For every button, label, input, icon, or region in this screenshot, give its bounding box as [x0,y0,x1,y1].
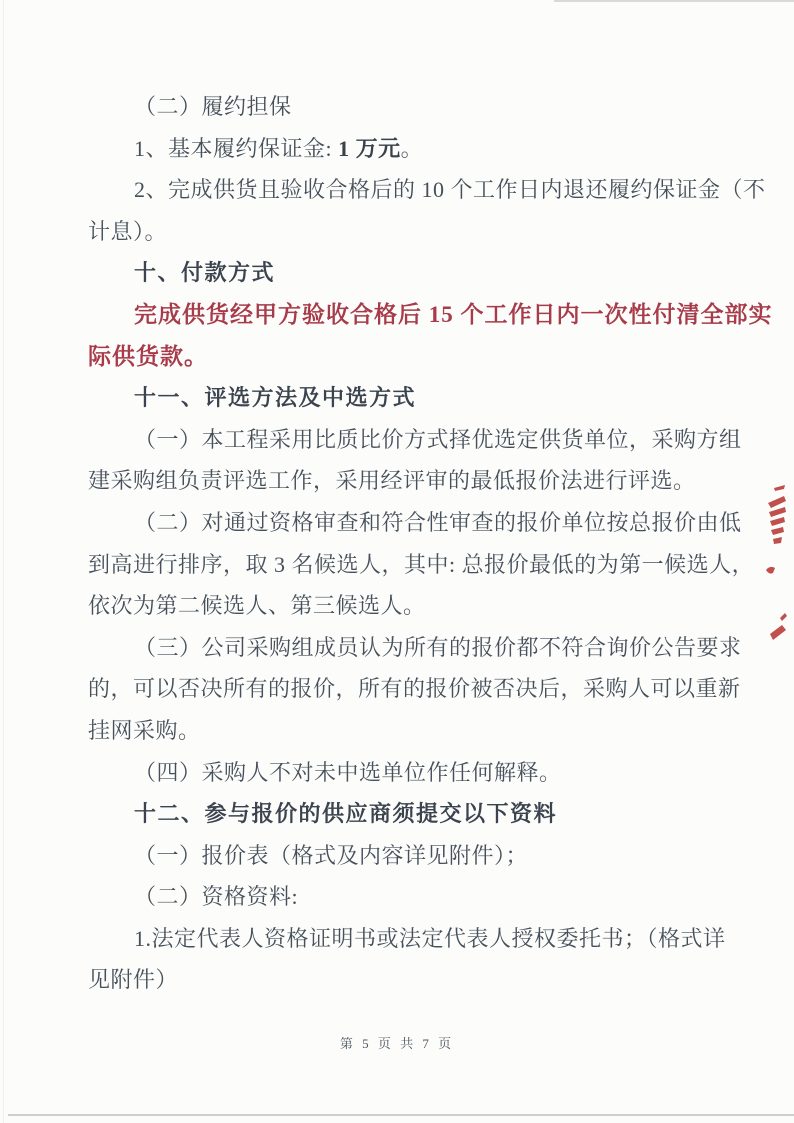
text-line [88,169,766,211]
text-line [88,294,773,336]
text-line [88,752,748,794]
text-segment: （一）本工程采用比质比价方式择优选定供货单位，采购方组 [134,426,742,452]
text-line [88,585,748,627]
text-line [88,544,755,586]
text-line [88,128,748,170]
document-body [88,86,773,1001]
text-segment: 2、完成供货且验收合格后的 10 个工作日内退还履约保证金（不 [134,177,766,203]
text-line [88,211,748,253]
text-segment: 。 [400,135,424,161]
text-line [88,835,748,877]
text-line [88,377,748,419]
text-line [88,793,748,835]
text-segment: 建采购组负责评选工作，采用经评审的最低报价法进行评选。 [88,468,696,494]
text-line [88,959,748,1001]
text-line [88,668,748,710]
text-line [88,419,748,461]
text-segment: （四）采购人不对未中选单位作任何解释。 [134,759,562,785]
text-segment: 十一、评选方法及中选方式 [134,385,417,411]
text-line [88,502,748,544]
text-segment: 际供货款。 [88,343,208,369]
text-segment: （二）履约担保 [134,94,292,119]
text-segment: 十、付款方式 [134,260,276,286]
text-segment: 完成供货经甲方验收合格后 15 个工作日内一次性付清全部实 [134,301,773,327]
page-number-footer [0,1033,794,1052]
text-segment: 十二、参与报价的供应商须提交以下资料 [134,801,558,827]
text-segment: （二）资格资料: [134,884,299,910]
text-segment: 计息）。 [88,218,168,244]
scan-artifact-left-edge [3,0,4,1123]
scan-artifact-bottom-edge [8,1114,794,1116]
text-line [88,336,748,378]
scan-artifact-top-edge [554,0,794,2]
text-segment: 见附件） [88,967,179,993]
text-segment: 1 万元 [338,135,401,161]
text-segment: 挂网采购。 [88,717,201,743]
text-segment: （三）公司采购组成员认为所有的报价都不符合询价公告要求 [134,634,742,660]
text-line [88,627,748,669]
text-segment: 1.法定代表人资格证明书或法定代表人授权委托书；（格式详 [134,925,726,951]
text-line [88,710,748,752]
text-line [88,460,748,502]
partial-seal-stamp-icon [754,482,794,647]
text-line [88,252,748,294]
page-number-text: 第 5 页 共 7 页 [339,1036,455,1051]
text-segment: （二）对通过资格审查和符合性审查的报价单位按总报价由低 [134,509,742,535]
text-segment: 到高进行排序，取 3 名候选人，其中: 总报价最低的为第一候选人， [88,551,755,577]
text-segment: （一）报价表（格式及内容详见附件）； [134,842,529,868]
text-line [88,876,748,918]
text-line [88,918,748,960]
text-segment: 的，可以否决所有的报价，所有的报价被否决后，采购人可以重新 [88,676,741,702]
text-segment: 1、基本履约保证金: [134,135,339,161]
text-line [88,86,748,128]
text-segment: 依次为第二候选人、第三候选人。 [88,593,426,619]
